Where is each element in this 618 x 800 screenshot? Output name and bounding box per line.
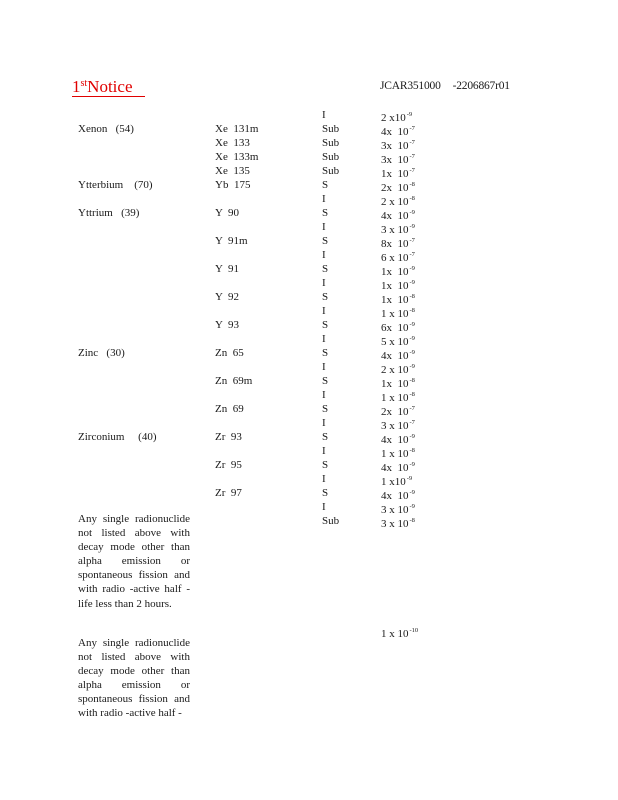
nuclide-symbol: Y 91 bbox=[215, 263, 240, 275]
decay-class: I bbox=[322, 501, 326, 513]
limit-coefficient: 2 x 10 bbox=[381, 364, 409, 376]
catch-all-paragraph-1: Any single radionuclide not listed above with decay mode other than alpha emission or spontaneous fission and with radio -active half - life less than 2 hours. bbox=[78, 513, 190, 610]
decay-class: S bbox=[322, 179, 329, 191]
nuclide-symbol: Y 90 bbox=[215, 207, 240, 219]
limit-exponent: -7 bbox=[409, 153, 415, 160]
decay-class: I bbox=[322, 109, 326, 121]
limit-exponent: -7 bbox=[409, 419, 415, 426]
limit-exponent: -8 bbox=[409, 377, 415, 384]
limit-coefficient: 3 x 10 bbox=[381, 420, 409, 432]
notice-heading: 1stNotice bbox=[72, 74, 145, 97]
limit-coefficient: 1x 10 bbox=[381, 266, 409, 278]
limit-coefficient: 3 x 10 bbox=[381, 224, 409, 236]
limit-exponent: -9 bbox=[409, 321, 415, 328]
limit-coefficient: 1x 10 bbox=[381, 168, 409, 180]
nuclide-symbol: Xe 133 bbox=[215, 137, 250, 149]
limit-coefficient: 2x 10 bbox=[381, 406, 409, 418]
limit-coefficient: 5 x 10 bbox=[381, 336, 409, 348]
limit-exponent: -8 bbox=[409, 307, 415, 314]
limit-coefficient: 4x 10 bbox=[381, 350, 409, 362]
decay-class: I bbox=[322, 249, 326, 261]
limit-exponent: -7 bbox=[409, 251, 415, 258]
limit-exponent: -9 bbox=[409, 209, 415, 216]
decay-class: I bbox=[322, 389, 326, 401]
nuclide-symbol: Xe 133m bbox=[215, 151, 259, 163]
nuclide-symbol: Zn 65 bbox=[215, 347, 244, 359]
limit-exponent: -9 bbox=[409, 461, 415, 468]
limit-exponent: -9 bbox=[409, 433, 415, 440]
element-name: Zinc (30) bbox=[78, 347, 125, 359]
decay-class: S bbox=[322, 375, 329, 387]
limit-exponent: -8 bbox=[409, 293, 415, 300]
limit-coefficient: 4x 10 bbox=[381, 210, 409, 222]
limit-coefficient: 3 x 10 bbox=[381, 504, 409, 516]
limit-exponent: -8 bbox=[409, 447, 415, 454]
limit-exponent: -9 bbox=[406, 475, 413, 482]
limit-exponent: -9 bbox=[409, 223, 415, 230]
limit-exponent: -7 bbox=[409, 139, 415, 146]
element-name: Xenon (54) bbox=[78, 123, 134, 135]
limit-exponent: -9 bbox=[409, 363, 415, 370]
limit-coefficient: 1 x10 bbox=[381, 476, 406, 488]
nuclide-symbol: Zn 69m bbox=[215, 375, 253, 387]
limit-exponent: -7 bbox=[409, 167, 415, 174]
decay-class: Sub bbox=[322, 123, 340, 135]
limit-coefficient: 4x 10 bbox=[381, 434, 409, 446]
element-name: Zirconium (40) bbox=[78, 431, 157, 443]
decay-class: S bbox=[322, 459, 329, 471]
limit-exponent: -9 bbox=[409, 349, 415, 356]
limit-exponent: -8 bbox=[409, 517, 415, 524]
limit-coefficient: 6 x 10 bbox=[381, 252, 409, 264]
nuclide-symbol: Zr 97 bbox=[215, 487, 242, 499]
nuclide-symbol: Zn 69 bbox=[215, 403, 244, 415]
decay-class: S bbox=[322, 347, 329, 359]
limit-coefficient: 1 x 10 bbox=[381, 448, 409, 460]
decay-class: S bbox=[322, 291, 329, 303]
decay-class: Sub bbox=[322, 151, 340, 163]
decay-class: I bbox=[322, 445, 326, 457]
decay-class: I bbox=[322, 221, 326, 233]
catch-all-paragraph-2: Any single radionuclide not listed above with decay mode other than alpha emission or spontaneous fission and with radio -active half - bbox=[78, 637, 190, 720]
nuclide-symbol: Y 91m bbox=[215, 235, 248, 247]
decay-class: I bbox=[322, 277, 326, 289]
decay-class: S bbox=[322, 431, 329, 443]
nuclide-symbol: Xe 131m bbox=[215, 123, 259, 135]
decay-class: I bbox=[322, 193, 326, 205]
limit-exponent: -8 bbox=[409, 195, 415, 202]
limit-coefficient: 2x 10 bbox=[381, 182, 409, 194]
nuclide-symbol: Y 93 bbox=[215, 319, 240, 331]
decay-class: I bbox=[322, 333, 326, 345]
decay-class: Sub bbox=[322, 165, 340, 177]
limit-exponent: -7 bbox=[409, 405, 415, 412]
limit-value bbox=[381, 514, 415, 531]
decay-class: S bbox=[322, 207, 329, 219]
decay-class: S bbox=[322, 235, 329, 247]
limit-coefficient: 8x 10 bbox=[381, 238, 409, 250]
limit-coefficient: 2 x 10 bbox=[381, 196, 409, 208]
nuclide-symbol: Zr 95 bbox=[215, 459, 242, 471]
limit-coefficient: 4x 10 bbox=[381, 490, 409, 502]
limit-coefficient: 3x 10 bbox=[381, 154, 409, 166]
limit-coefficient: 6x 10 bbox=[381, 322, 409, 334]
nuclide-symbol: Y 92 bbox=[215, 291, 240, 303]
decay-class: S bbox=[322, 403, 329, 415]
catch-all-value-1: 1 x $10^{-10}$ bbox=[381, 627, 419, 640]
decay-class: S bbox=[322, 263, 329, 275]
limit-coefficient: 1 x 10 bbox=[381, 308, 409, 320]
decay-class: I bbox=[322, 417, 326, 429]
decay-class: I bbox=[322, 473, 326, 485]
limit-coefficient: 1x 10 bbox=[381, 378, 409, 390]
limit-exponent: -9 bbox=[406, 111, 413, 118]
decay-class: S bbox=[322, 487, 329, 499]
decay-class: S bbox=[322, 319, 329, 331]
limit-coefficient: 3 x 10 bbox=[381, 518, 409, 530]
limit-exponent: -7 bbox=[409, 237, 415, 244]
nuclide-symbol: Yb 175 bbox=[215, 179, 251, 191]
limit-exponent: -9 bbox=[409, 489, 415, 496]
decay-class: I bbox=[322, 305, 326, 317]
limit-coefficient: 4x 10 bbox=[381, 462, 409, 474]
limit-exponent: -9 bbox=[409, 503, 415, 510]
document-code: JCAR351000 -2206867r01 bbox=[380, 80, 510, 92]
decay-class: Sub bbox=[322, 137, 340, 149]
decay-class: Sub bbox=[322, 515, 340, 527]
limit-coefficient: 3x 10 bbox=[381, 140, 409, 152]
limit-exponent: -7 bbox=[409, 125, 415, 132]
element-name: Ytterbium (70) bbox=[78, 179, 153, 191]
limit-exponent: -8 bbox=[409, 391, 415, 398]
nuclide-symbol: Zr 93 bbox=[215, 431, 242, 443]
nuclide-symbol: Xe 135 bbox=[215, 165, 250, 177]
limit-exponent: -9 bbox=[409, 279, 415, 286]
limit-exponent: -8 bbox=[409, 181, 415, 188]
element-name: Yttrium (39) bbox=[78, 207, 140, 219]
limit-exponent: -9 bbox=[409, 265, 415, 272]
limit-coefficient: 1 x 10 bbox=[381, 392, 409, 404]
limit-coefficient: 4x 10 bbox=[381, 126, 409, 138]
limit-exponent: -9 bbox=[409, 335, 415, 342]
limit-coefficient: 1x 10 bbox=[381, 280, 409, 292]
decay-class: I bbox=[322, 361, 326, 373]
limit-coefficient: 2 x10 bbox=[381, 112, 406, 124]
limit-coefficient: 1x 10 bbox=[381, 294, 409, 306]
